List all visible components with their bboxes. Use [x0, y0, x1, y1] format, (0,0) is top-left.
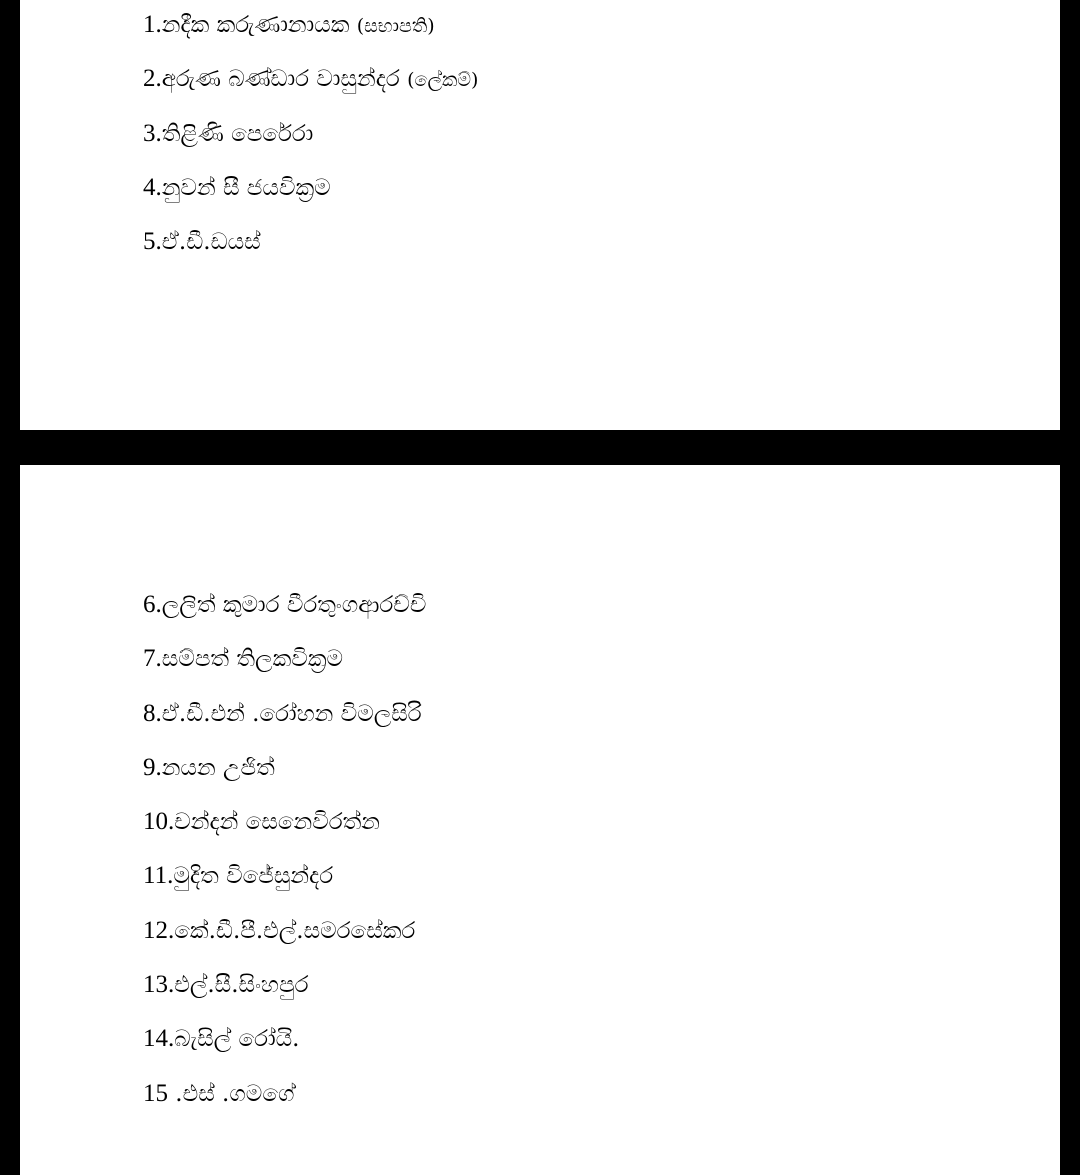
item-name: සම්පත් තිලකවික්‍රම — [161, 646, 344, 673]
item-name: නුවන් සී ජයවික්‍රම — [161, 174, 331, 201]
item-name: ඒ.ඩී.එන් .රෝහන විමලසිරි — [161, 700, 422, 727]
item-name: මුදිත විජේසුන්දර — [173, 863, 334, 890]
item-number: 3. — [143, 119, 162, 147]
item-name: කේ.ඩී.පී.එල්.සමරසේකර — [174, 917, 416, 944]
item-name: එල්.සී.සිංහපුර — [174, 972, 309, 999]
item-number: 5. — [143, 228, 162, 256]
item-number: 15 — [143, 1079, 168, 1107]
item-number: 12. — [143, 916, 175, 944]
list-item — [143, 5, 478, 59]
list-item — [143, 114, 478, 168]
item-role: (සභාපති) — [356, 15, 435, 37]
member-list-2 — [143, 585, 426, 1128]
list-item — [143, 911, 426, 965]
item-number: 4. — [143, 173, 162, 201]
item-name: නයන උජිත් — [161, 754, 275, 781]
item-number: 10. — [143, 808, 175, 836]
list-item — [143, 1019, 426, 1073]
item-number: 9. — [143, 753, 162, 781]
item-name: තිළිණි පෙරේරා — [161, 120, 314, 147]
member-list-1 — [143, 5, 478, 276]
item-number: 11. — [143, 862, 174, 890]
item-number: 8. — [143, 699, 162, 727]
item-name: ලලිත් කුමාර වීරතුංගආරච්චි — [161, 592, 427, 618]
document-page-2 — [20, 465, 1060, 1175]
item-name: ඒ.ඩී.ඩයස් — [161, 229, 261, 256]
list-item — [143, 222, 478, 276]
list-item — [143, 694, 426, 748]
list-item — [143, 639, 426, 693]
item-number: 14. — [143, 1025, 175, 1053]
item-name: නදීක කරුණානායක — [161, 12, 350, 38]
list-item — [143, 748, 426, 802]
list-item — [143, 965, 426, 1019]
item-name: බැසිල් රෝයි. — [174, 1026, 300, 1053]
item-name: චන්දන් සෙනෙවිරත්න — [174, 809, 380, 836]
item-name: .එස් .ගමගේ — [168, 1080, 295, 1107]
list-item — [143, 59, 478, 113]
document-page-1 — [20, 0, 1060, 430]
item-number: 7. — [143, 645, 162, 673]
item-number: 6. — [143, 591, 162, 618]
list-item — [143, 1074, 426, 1128]
item-role: (ලේකම්) — [407, 69, 479, 92]
item-number: 2. — [143, 65, 162, 93]
list-item — [143, 168, 478, 222]
item-number: 13. — [143, 971, 175, 999]
item-number: 1. — [143, 11, 162, 38]
list-item — [143, 585, 426, 639]
list-item — [143, 802, 426, 856]
list-item — [143, 856, 426, 910]
item-name: අරුණ බණ්ඩාර වාසුන්දර — [161, 66, 400, 93]
